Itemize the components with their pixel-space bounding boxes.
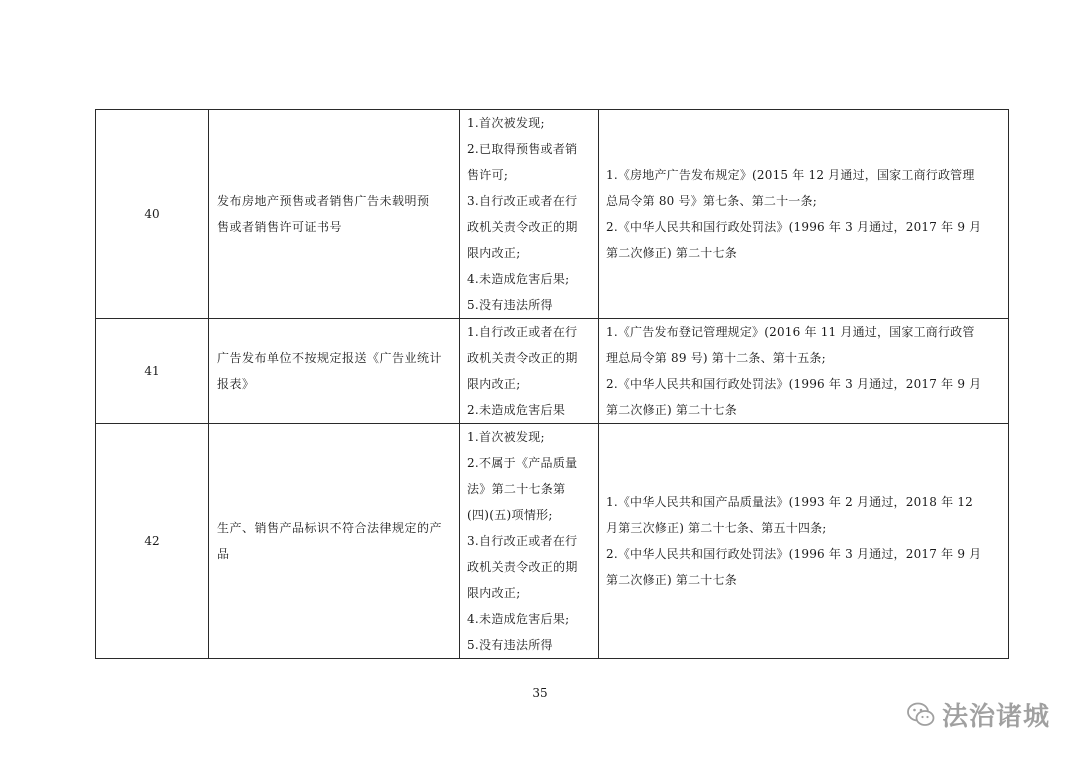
exemption-conditions-line: 2.不属于《产品质量 (467, 456, 578, 470)
exemption-conditions-line: 政机关责令改正的期 (467, 220, 578, 234)
exemption-conditions-line: 法》第二十七条第 (467, 482, 566, 496)
exemption-conditions-line: 1.首次被发现; (467, 116, 545, 130)
exemption-conditions-line: 限内改正; (467, 377, 521, 391)
legal-basis-line: 月第三次修正) 第二十七条、第五十四条; (606, 521, 827, 535)
table-row (96, 110, 1009, 319)
violation-item-line: 广告发布单位不按规定报送《广告业统计 (217, 351, 443, 365)
exemption-conditions-line: 5.没有违法所得 (467, 638, 553, 652)
regulation-table (95, 109, 1009, 659)
legal-basis-line: 2.《中华人民共和国行政处罚法》(1996 年 3 月通过，2017 年 9 月 (606, 220, 982, 234)
table-row (96, 319, 1009, 424)
page-number: 35 (532, 686, 548, 700)
row-number: 40 (96, 110, 209, 319)
violation-item-line: 生产、销售产品标识不符合法律规定的产 (217, 521, 443, 535)
exemption-conditions-line: 1.自行改正或者在行 (467, 325, 578, 339)
legal-basis-line: 理总局令第 89 号) 第十二条、第十五条; (606, 351, 826, 365)
exemption-conditions-line: 3.自行改正或者在行 (467, 194, 578, 208)
legal-basis-line: 1.《房地产广告发布规定》(2015 年 12 月通过，国家工商行政管理 (606, 168, 975, 182)
table-row (96, 424, 1009, 659)
exemption-conditions-line: 2.未造成危害后果 (467, 403, 566, 417)
exemption-conditions-line: 4.未造成危害后果; (467, 612, 570, 626)
violation-item-line: 品 (217, 547, 230, 561)
legal-basis (599, 110, 1009, 319)
legal-basis-line: 第二次修正) 第二十七条 (606, 403, 737, 417)
violation-item-line: 发布房地产预售或者销售广告未载明预 (217, 194, 430, 208)
legal-basis-line: 1.《中华人民共和国产品质量法》(1993 年 2 月通过，2018 年 12 (606, 495, 973, 509)
exemption-conditions-line: 3.自行改正或者在行 (467, 534, 578, 548)
row-number: 41 (96, 319, 209, 424)
wechat-icon (906, 701, 936, 729)
exemption-conditions (460, 110, 599, 319)
violation-item-line: 售或者销售许可证书号 (217, 220, 343, 234)
exemption-conditions (460, 319, 599, 424)
row-number: 42 (96, 424, 209, 659)
legal-basis (599, 424, 1009, 659)
watermark (906, 696, 1050, 733)
exemption-conditions (460, 424, 599, 659)
exemption-conditions-line: 2.已取得预售或者销 (467, 142, 578, 156)
legal-basis-line: 2.《中华人民共和国行政处罚法》(1996 年 3 月通过，2017 年 9 月 (606, 547, 982, 561)
exemption-conditions-line: 4.未造成危害后果; (467, 272, 570, 286)
exemption-conditions-line: 限内改正; (467, 586, 521, 600)
legal-basis-line: 第二次修正) 第二十七条 (606, 573, 737, 587)
violation-item (209, 110, 460, 319)
exemption-conditions-line: 5.没有违法所得 (467, 298, 553, 312)
exemption-conditions-line: 售许可; (467, 168, 509, 182)
legal-basis-line: 总局令第 80 号》第七条、第二十一条; (606, 194, 817, 208)
exemption-conditions-line: 政机关责令改正的期 (467, 560, 578, 574)
legal-basis-line: 1.《广告发布登记管理规定》(2016 年 11 月通过，国家工商行政管 (606, 325, 975, 339)
watermark-text: 法治诸城 (942, 702, 1051, 732)
violation-item-line: 报表》 (217, 377, 255, 391)
legal-basis (599, 319, 1009, 424)
legal-basis-line: 第二次修正) 第二十七条 (606, 246, 737, 260)
legal-basis-line: 2.《中华人民共和国行政处罚法》(1996 年 3 月通过，2017 年 9 月 (606, 377, 982, 391)
violation-item (209, 319, 460, 424)
exemption-conditions-line: 限内改正; (467, 246, 521, 260)
violation-item (209, 424, 460, 659)
exemption-conditions-line: (四)(五)项情形; (467, 508, 553, 522)
exemption-conditions-line: 政机关责令改正的期 (467, 351, 578, 365)
exemption-conditions-line: 1.首次被发现; (467, 430, 545, 444)
